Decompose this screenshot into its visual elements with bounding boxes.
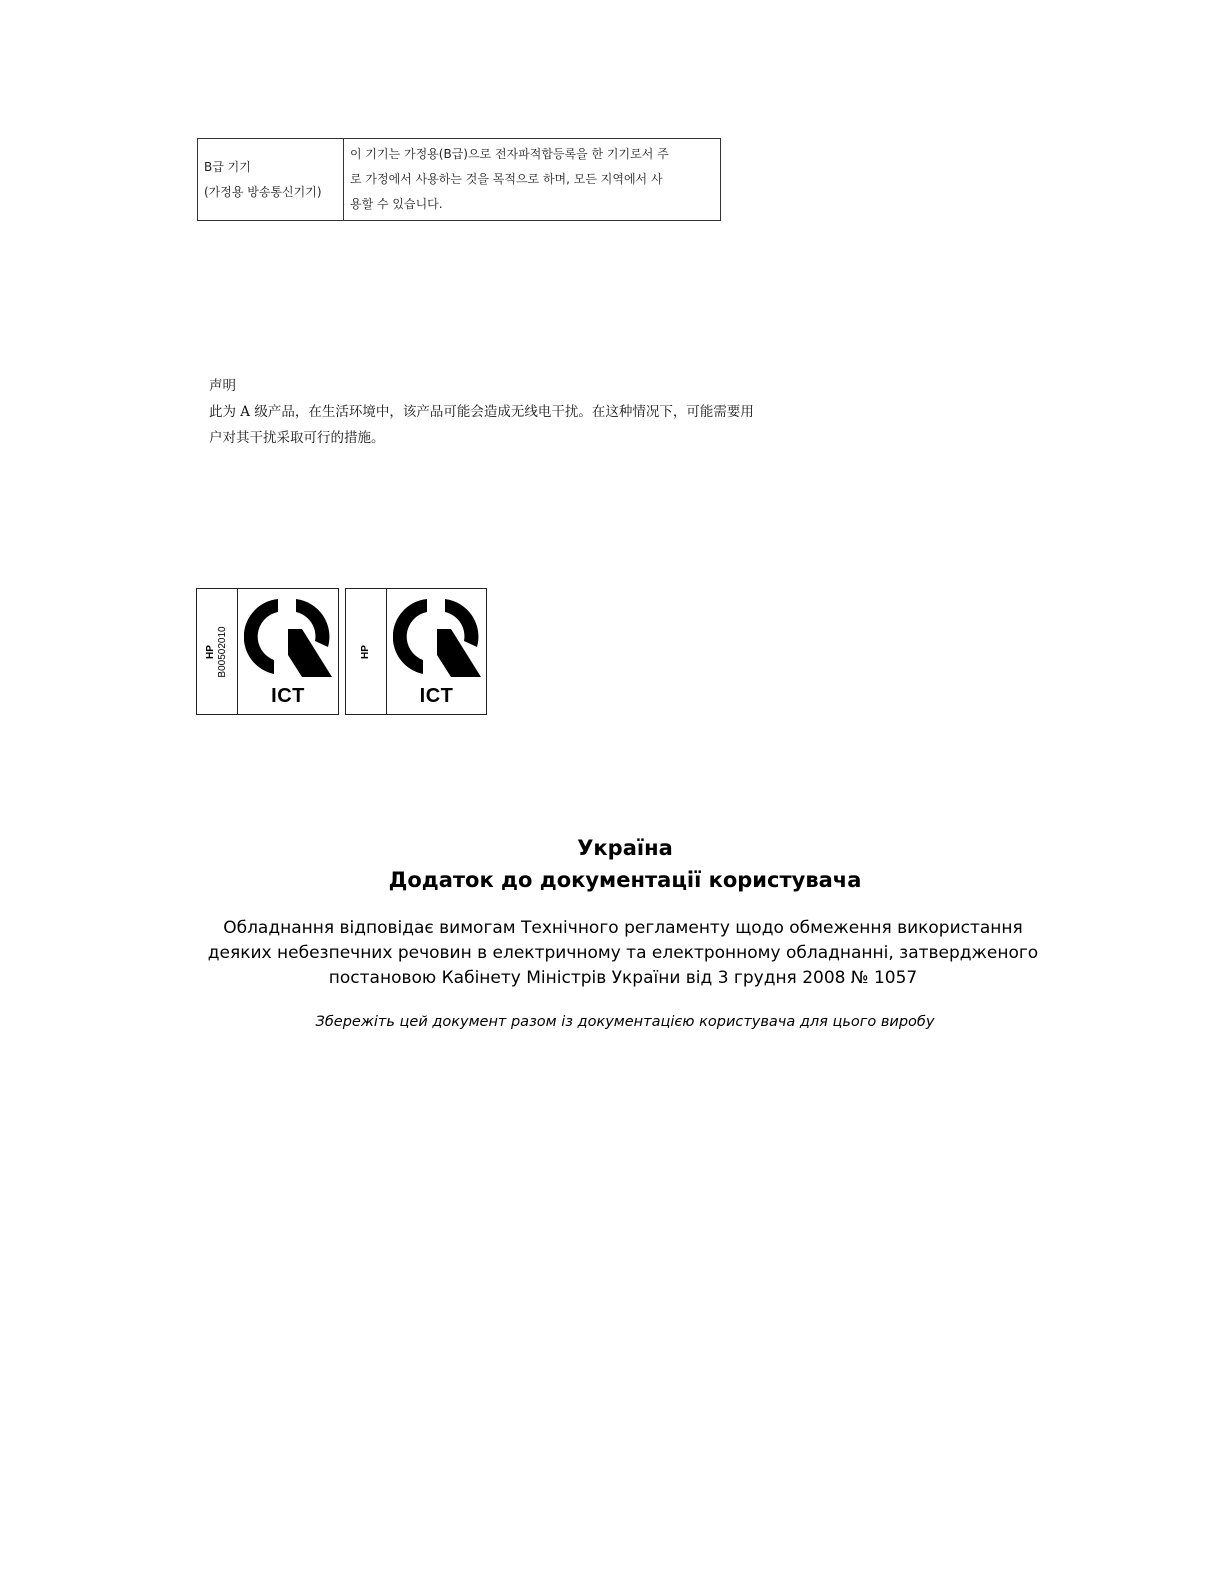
- ict-label: ICT: [271, 685, 305, 707]
- ukraine-body: [190, 916, 1056, 991]
- ict-side-code: B00502010: [217, 625, 228, 678]
- korean-notice-row: [198, 139, 721, 221]
- device-class-sublabel: (가정용 방송통신기기): [204, 184, 322, 199]
- ict-side-brand: HP: [205, 644, 216, 659]
- description-line: 로 가정에서 사용하는 것을 목적으로 하며, 모든 지역에서 사: [350, 172, 663, 186]
- device-class-label: B급 기기: [204, 159, 251, 174]
- ukraine-body-line: постановою Кабінету Міністрів України від 3 грудня 2008 № 1057: [328, 968, 918, 988]
- ict-side-brand: HP: [360, 644, 371, 659]
- ict-label: ICT: [419, 685, 454, 707]
- ict-mark-with-code: [196, 588, 339, 715]
- chinese-statement-line: 户对其干扰采取可行的措施。: [209, 430, 385, 446]
- ukraine-title: Україна: [577, 836, 673, 860]
- korean-class-b-notice-table: [197, 138, 721, 221]
- ukraine-subtitle: Додаток до документації користувача: [388, 868, 862, 892]
- ict-mark-side-panel: [197, 589, 238, 714]
- ict-q-logo-icon: [244, 597, 334, 679]
- ukraine-body-line: Обладнання відповідає вимогам Технічного регламенту щодо обмеження використання: [223, 918, 1023, 938]
- ict-mark: [345, 588, 487, 715]
- description-line: 이 기기는 가정용(B급)으로 전자파적합등록을 한 기기로서 주: [350, 147, 669, 161]
- ict-mark-side-text: [205, 626, 229, 677]
- chinese-statement-line: 此为 A 级产品，在生活环境中，该产品可能会造成无线电干扰。在这种情况下，可能需要用: [209, 404, 754, 420]
- ict-mark-main-panel: [387, 589, 486, 714]
- ukraine-keep-document-note: Збережіть цей документ разом із документацією користувача для цього виробу: [315, 1014, 935, 1030]
- device-description-cell: [344, 139, 721, 221]
- ict-mark-side-text: [360, 645, 372, 659]
- chinese-statement-title: 声明: [209, 378, 236, 394]
- ict-mark-main-panel: [238, 589, 338, 714]
- chinese-statement: [209, 373, 829, 451]
- ict-q-logo-icon: [393, 597, 483, 679]
- description-line: 용할 수 있습니다.: [350, 197, 443, 211]
- ict-mark-side-panel: [346, 589, 387, 714]
- ukraine-body-line: деяких небезпечних речовин в електричному та електронному обладнанні, затвердженого: [207, 943, 1039, 963]
- device-class-cell: [198, 139, 344, 221]
